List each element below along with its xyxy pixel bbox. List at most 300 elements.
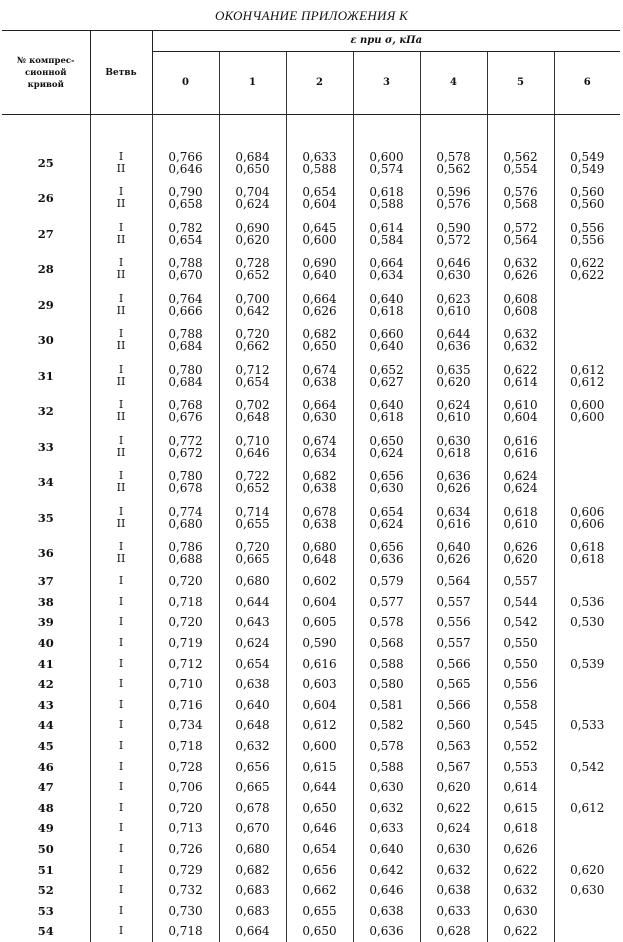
branch-label: I: [118, 504, 124, 518]
value-cell: 0,654: [286, 839, 353, 860]
value: 0,678: [168, 481, 203, 496]
header-pressure-6: 6: [554, 52, 620, 115]
value-cell: 0,728: [152, 756, 219, 777]
value: 0,632: [503, 339, 538, 354]
branch-label: II: [116, 481, 126, 495]
curve-number: 44: [2, 715, 90, 736]
value: 0,624: [235, 197, 270, 212]
value: 0,604: [503, 410, 538, 425]
value-cell: 0,578: [353, 736, 420, 757]
branch-label: I: [118, 924, 124, 938]
value-cell: [487, 323, 554, 359]
table-row: [2, 901, 620, 922]
value-cell: 0,630: [420, 839, 487, 860]
value-cell: [152, 181, 219, 217]
value-cell: 0,683: [219, 880, 286, 901]
value-cell: 0,560: [420, 715, 487, 736]
value-cell: [554, 252, 620, 288]
value: 0,636: [436, 339, 471, 354]
value: 0,665: [235, 552, 270, 567]
branch-label: I: [118, 398, 124, 412]
value-cell: [286, 216, 353, 252]
value: 0,790: [168, 185, 203, 200]
table-row: [2, 571, 620, 592]
value: 0,632: [503, 256, 538, 271]
table-row: [2, 818, 620, 839]
value-cell: 0,588: [353, 756, 420, 777]
value-cell: 0,656: [286, 859, 353, 880]
value-cell: [152, 429, 219, 465]
value-cell: [353, 500, 420, 536]
curve-number: 43: [2, 695, 90, 716]
value: 0,640: [369, 398, 404, 413]
value-cell: 0,605: [286, 612, 353, 633]
table-row: [2, 880, 620, 901]
value: 0,684: [235, 149, 270, 164]
value: 0,612: [570, 374, 605, 389]
value-cell: 0,716: [152, 695, 219, 716]
value: 0,690: [235, 220, 270, 235]
value-cell: [487, 465, 554, 501]
value: 0,786: [168, 540, 203, 555]
value-cell: 0,650: [286, 921, 353, 942]
value-cell: [219, 358, 286, 394]
table-row: [2, 252, 620, 288]
curve-number: 40: [2, 633, 90, 654]
value-cell: 0,582: [353, 715, 420, 736]
value: 0,606: [570, 504, 605, 519]
value: 0,556: [570, 220, 605, 235]
header-group-epsilon: ε при σ, кПа: [152, 31, 620, 52]
value-cell: 0,712: [152, 653, 219, 674]
value: 0,600: [570, 410, 605, 425]
table-row: [2, 429, 620, 465]
value: 0,664: [302, 398, 337, 413]
value: 0,618: [570, 552, 605, 567]
value-cell: 0,730: [152, 901, 219, 922]
curve-number: 36: [2, 536, 90, 572]
value-cell: 0,542: [487, 612, 554, 633]
value-cell: [487, 358, 554, 394]
branch-label: I: [118, 256, 124, 270]
value: 0,610: [503, 516, 538, 531]
curve-number: 33: [2, 429, 90, 465]
value: 0,664: [369, 256, 404, 271]
branch-label: II: [116, 410, 126, 424]
value-cell: 0,633: [353, 818, 420, 839]
value-cell: [286, 536, 353, 572]
value: 0,645: [302, 220, 337, 235]
value: 0,576: [436, 197, 471, 212]
value: 0,606: [570, 516, 605, 531]
branch: [90, 536, 152, 572]
branch: [90, 921, 152, 942]
value-cell: [286, 252, 353, 288]
branch-label: I: [118, 149, 124, 163]
value: 0,644: [436, 327, 471, 342]
branch: [90, 145, 152, 181]
value: 0,622: [570, 268, 605, 283]
value: 0,654: [168, 232, 203, 247]
header-pressure-3: 3: [353, 52, 420, 115]
value: 0,670: [168, 268, 203, 283]
value-cell: 0,680: [219, 839, 286, 860]
value-cell: 0,556: [420, 612, 487, 633]
value: 0,654: [369, 504, 404, 519]
value: 0,658: [168, 197, 203, 212]
value-cell: 0,588: [353, 653, 420, 674]
value: 0,572: [503, 220, 538, 235]
branch-label: II: [116, 552, 126, 566]
value-cell: [286, 500, 353, 536]
value-cell: 0,729: [152, 859, 219, 880]
value: 0,554: [503, 161, 538, 176]
value: 0,620: [235, 232, 270, 247]
value: 0,626: [503, 268, 538, 283]
value-cell: [219, 465, 286, 501]
value: 0,638: [302, 481, 337, 496]
value: 0,782: [168, 220, 203, 235]
value-cell: 0,557: [487, 571, 554, 592]
curve-number: 50: [2, 839, 90, 860]
value-cell: 0,614: [487, 777, 554, 798]
value-cell: [219, 323, 286, 359]
value-cell: 0,632: [420, 859, 487, 880]
value-cell: 0,720: [152, 612, 219, 633]
value-cell: [420, 536, 487, 572]
value: 0,652: [235, 268, 270, 283]
value: 0,714: [235, 504, 270, 519]
value: 0,684: [168, 339, 203, 354]
branch: [90, 429, 152, 465]
value: 0,627: [369, 374, 404, 389]
value-cell: 0,636: [353, 921, 420, 942]
value-cell: 0,630: [353, 777, 420, 798]
value-cell: 0,544: [487, 592, 554, 613]
value: 0,624: [503, 481, 538, 496]
page-title: ОКОНЧАНИЕ ПРИЛОЖЕНИЯ К: [214, 8, 409, 23]
value-cell: 0,542: [570, 759, 605, 774]
value-cell: 0,580: [353, 674, 420, 695]
value: 0,640: [302, 268, 337, 283]
value-cell: [286, 323, 353, 359]
table-row: [2, 287, 620, 323]
table-row: [2, 358, 620, 394]
value-cell: 0,654: [219, 653, 286, 674]
value: 0,700: [235, 291, 270, 306]
value-cell: [487, 500, 554, 536]
value-cell: [353, 465, 420, 501]
value-cell: 0,718: [152, 592, 219, 613]
value-cell: 0,565: [420, 674, 487, 695]
value-cell: [286, 358, 353, 394]
value-cell: 0,632: [219, 736, 286, 757]
value: 0,576: [503, 185, 538, 200]
value: 0,780: [168, 362, 203, 377]
branch-label: I: [118, 327, 124, 341]
value: 0,636: [369, 552, 404, 567]
branch-label: I: [118, 800, 124, 814]
value-cell: [554, 818, 620, 839]
value: 0,690: [302, 256, 337, 271]
value-cell: 0,644: [286, 777, 353, 798]
value: 0,788: [168, 327, 203, 342]
value-cell: 0,616: [286, 653, 353, 674]
value: 0,676: [168, 410, 203, 425]
value: 0,633: [302, 149, 337, 164]
value: 0,608: [503, 303, 538, 318]
value-cell: 0,620: [420, 777, 487, 798]
value-cell: 0,566: [420, 653, 487, 674]
value-cell: 0,632: [487, 880, 554, 901]
value: 0,562: [503, 149, 538, 164]
value: 0,674: [302, 433, 337, 448]
header-branch: Ветвь: [90, 31, 152, 115]
curve-number: 45: [2, 736, 90, 757]
header-pressure-5: 5: [487, 52, 554, 115]
value: 0,648: [235, 410, 270, 425]
value-cell: 0,622: [420, 798, 487, 819]
table-row: [2, 145, 620, 181]
curve-number: 49: [2, 818, 90, 839]
value-cell: 0,557: [420, 633, 487, 654]
table-row: [2, 394, 620, 430]
value-cell: 0,550: [487, 653, 554, 674]
value-cell: 0,577: [353, 592, 420, 613]
value-cell: [219, 287, 286, 323]
value-cell: 0,612: [570, 800, 605, 815]
value: 0,634: [436, 504, 471, 519]
value: 0,712: [235, 362, 270, 377]
value: 0,646: [436, 256, 471, 271]
value-cell: 0,633: [420, 901, 487, 922]
value: 0,623: [436, 291, 471, 306]
value-cell: 0,564: [420, 571, 487, 592]
value: 0,654: [302, 185, 337, 200]
curve-number: 51: [2, 859, 90, 880]
value-cell: 0,713: [152, 818, 219, 839]
value: 0,774: [168, 504, 203, 519]
value-cell: [420, 216, 487, 252]
table-row: [2, 839, 620, 860]
value-cell: [353, 181, 420, 217]
branch-label: I: [118, 656, 124, 670]
value-cell: 0,622: [487, 921, 554, 942]
value-cell: 0,552: [487, 736, 554, 757]
value-cell: 0,557: [420, 592, 487, 613]
table-row: [2, 674, 620, 695]
branch-label: II: [116, 268, 126, 282]
value: 0,672: [168, 445, 203, 460]
value-cell: [420, 287, 487, 323]
value: 0,650: [235, 161, 270, 176]
curve-number: 47: [2, 777, 90, 798]
value-cell: 0,615: [286, 756, 353, 777]
value-cell: [554, 181, 620, 217]
value: 0,678: [302, 504, 337, 519]
value-cell: 0,720: [152, 798, 219, 819]
value: 0,788: [168, 256, 203, 271]
value-cell: [554, 429, 620, 465]
branch: [90, 592, 152, 613]
value: 0,610: [503, 398, 538, 413]
value: 0,666: [168, 303, 203, 318]
value: 0,654: [235, 374, 270, 389]
value: 0,772: [168, 433, 203, 448]
branch-label: I: [118, 185, 124, 199]
value-cell: 0,662: [286, 880, 353, 901]
value-cell: [554, 901, 620, 922]
curve-number: 31: [2, 358, 90, 394]
value-cell: [554, 323, 620, 359]
value: 0,596: [436, 185, 471, 200]
table-row: [2, 798, 620, 819]
curve-number: 35: [2, 500, 90, 536]
branch-label: I: [118, 220, 124, 234]
value-cell: [554, 921, 620, 942]
value-cell: [286, 429, 353, 465]
branch-label: I: [118, 759, 124, 773]
value-cell: 0,664: [219, 921, 286, 942]
value-cell: [554, 465, 620, 501]
value: 0,630: [369, 481, 404, 496]
value-cell: 0,646: [353, 880, 420, 901]
value-cell: 0,603: [286, 674, 353, 695]
value: 0,655: [235, 516, 270, 531]
branch: [90, 653, 152, 674]
value-cell: 0,683: [219, 901, 286, 922]
value: 0,630: [436, 268, 471, 283]
value-cell: 0,615: [487, 798, 554, 819]
curve-number: 30: [2, 323, 90, 359]
value: 0,652: [369, 362, 404, 377]
value-cell: [554, 839, 620, 860]
value-cell: 0,530: [570, 615, 605, 630]
value-cell: 0,648: [219, 715, 286, 736]
branch-label: I: [118, 433, 124, 447]
value-cell: [219, 500, 286, 536]
value-cell: 0,642: [353, 859, 420, 880]
branch: [90, 287, 152, 323]
value: 0,549: [570, 161, 605, 176]
branch-label: I: [118, 739, 124, 753]
branch: [90, 500, 152, 536]
curve-number: 25: [2, 145, 90, 181]
value: 0,640: [436, 540, 471, 555]
value: 0,674: [302, 362, 337, 377]
value: 0,634: [302, 445, 337, 460]
value-cell: [554, 695, 620, 716]
value: 0,780: [168, 469, 203, 484]
branch-label: I: [118, 362, 124, 376]
value: 0,578: [436, 149, 471, 164]
value-cell: [353, 429, 420, 465]
value-cell: [487, 216, 554, 252]
value-cell: [554, 777, 620, 798]
value-cell: 0,643: [219, 612, 286, 633]
value-cell: [152, 216, 219, 252]
value-cell: [420, 358, 487, 394]
branch-label: I: [118, 594, 124, 608]
curve-number: 34: [2, 465, 90, 501]
value-cell: [152, 465, 219, 501]
value: 0,650: [369, 433, 404, 448]
value: 0,600: [302, 232, 337, 247]
value-cell: 0,665: [219, 777, 286, 798]
value: 0,638: [302, 516, 337, 531]
value: 0,618: [436, 445, 471, 460]
curve-number: 54: [2, 921, 90, 942]
value: 0,682: [302, 469, 337, 484]
table-row: [2, 216, 620, 252]
value-cell: [554, 358, 620, 394]
branch: [90, 715, 152, 736]
value-cell: [286, 181, 353, 217]
branch: [90, 901, 152, 922]
value: 0,624: [503, 469, 538, 484]
curve-number: 32: [2, 394, 90, 430]
value-cell: 0,655: [286, 901, 353, 922]
branch-label: II: [116, 374, 126, 388]
value: 0,638: [302, 374, 337, 389]
value: 0,640: [369, 291, 404, 306]
value-cell: 0,682: [219, 859, 286, 880]
branch: [90, 358, 152, 394]
value: 0,704: [235, 185, 270, 200]
value-cell: [219, 252, 286, 288]
value: 0,622: [503, 362, 538, 377]
value-cell: [420, 181, 487, 217]
branch: [90, 674, 152, 695]
value: 0,626: [302, 303, 337, 318]
value-cell: 0,563: [420, 736, 487, 757]
value-cell: 0,553: [487, 756, 554, 777]
branch-label: I: [118, 862, 124, 876]
value: 0,635: [436, 362, 471, 377]
table-row: [2, 612, 620, 633]
value: 0,616: [436, 516, 471, 531]
branch-label: I: [118, 677, 124, 691]
branch-label: I: [118, 291, 124, 305]
table-row: [2, 921, 620, 942]
branch: [90, 859, 152, 880]
value-cell: 0,558: [487, 695, 554, 716]
value-cell: 0,646: [286, 818, 353, 839]
value: 0,618: [369, 303, 404, 318]
value: 0,624: [369, 445, 404, 460]
value: 0,648: [302, 552, 337, 567]
value-cell: 0,600: [286, 736, 353, 757]
value-cell: 0,644: [219, 592, 286, 613]
value-cell: 0,567: [420, 756, 487, 777]
value-cell: [420, 500, 487, 536]
value: 0,662: [235, 339, 270, 354]
value-cell: 0,718: [152, 736, 219, 757]
curve-number: 53: [2, 901, 90, 922]
value-cell: 0,550: [487, 633, 554, 654]
curve-number: 39: [2, 612, 90, 633]
curve-number: 41: [2, 653, 90, 674]
value: 0,574: [369, 161, 404, 176]
branch-label: I: [118, 821, 124, 835]
table-row: [2, 500, 620, 536]
value: 0,610: [436, 303, 471, 318]
header-pressure-4: 4: [420, 52, 487, 115]
value: 0,646: [168, 161, 203, 176]
value-cell: [487, 145, 554, 181]
branch-label: I: [118, 636, 124, 650]
value-cell: [554, 287, 620, 323]
